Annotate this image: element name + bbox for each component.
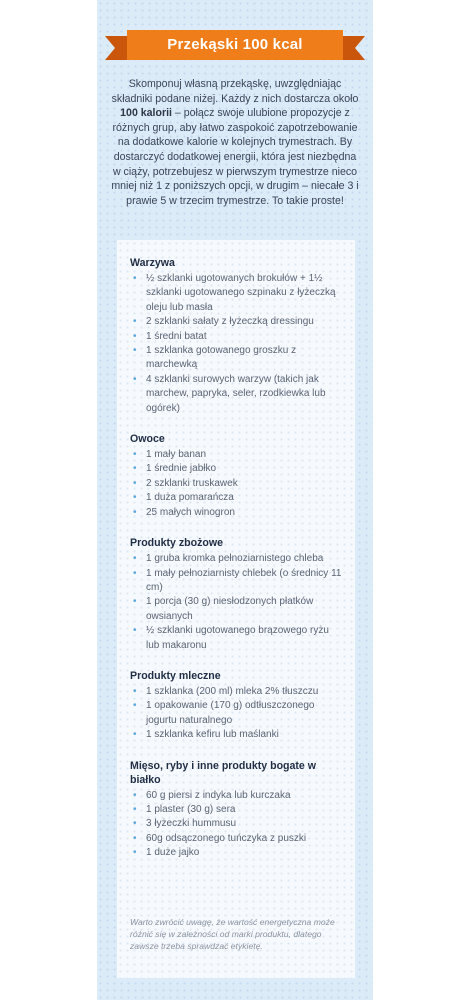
item-text: 1 porcja (30 g) niesłodzonych płatków owsianych xyxy=(146,596,314,622)
list-item xyxy=(130,506,344,520)
item-text: 2 szklanki truskawek xyxy=(146,477,238,489)
list-item xyxy=(130,567,344,596)
item-list xyxy=(130,272,344,416)
section-heading: Produkty zbożowe xyxy=(130,537,223,550)
intro-text-start: Skomponuj własną przekąskę, uwzględniając składniki podane niżej. Każdy z nich dostarcza około xyxy=(111,78,359,105)
list-item xyxy=(130,462,344,476)
list-item xyxy=(130,624,344,653)
food-group-section xyxy=(130,432,344,520)
food-group-section xyxy=(130,536,344,653)
bullet-icon: • xyxy=(133,273,137,284)
list-item xyxy=(130,728,344,742)
section-heading: Mięso, ryby i inne produkty bogate w białko xyxy=(130,759,317,786)
intro-highlight: 100 kalorii xyxy=(120,107,172,120)
intro-text-end: – połącz swoje ulubione propozycje z różnych grup, aby łatwo zaspokoić zapotrzebowanie na dodatkowe kalorie w kolejnych trymestrach. By dostarczyć dodatkowej energii, która jest niezbędna w ciąży, potrzebujesz w pierwszym trymestrze nieco mniej niż 1 z poniższych opcji, w drugim – niecałe 3 i prawie 5 w trzecim trymestrze. To takie proste! xyxy=(111,107,359,207)
list-item xyxy=(130,595,344,624)
item-text: 60 g piersi z indyka lub kurczaka xyxy=(146,789,291,801)
item-text: 1 opakowanie (170 g) odtłuszczonego jogurtu naturalnego xyxy=(146,700,315,726)
item-text: 4 szklanki surowych warzyw (takich jak marchew, papryka, seler, rzodkiewka lub ogórek) xyxy=(146,373,326,414)
page-title: Przekąski 100 kcal xyxy=(127,30,343,60)
list-item xyxy=(130,685,344,699)
bullet-icon: • xyxy=(133,700,137,712)
item-text: 25 małych winogron xyxy=(146,506,235,518)
section-heading: Produkty mleczne xyxy=(130,669,221,682)
list-item xyxy=(130,315,344,329)
snack-list-card xyxy=(117,240,355,978)
food-group-section xyxy=(130,669,344,743)
bullet-icon: • xyxy=(133,553,137,565)
item-list xyxy=(130,685,344,743)
bullet-icon: • xyxy=(133,685,137,697)
list-item xyxy=(130,477,344,491)
item-text: ½ szklanki ugotowanych brokułów + 1½ szklanki ugotowanego szpinaku z łyżeczką oleju lub masła xyxy=(146,273,336,313)
list-item xyxy=(130,803,344,817)
item-text: 1 średni batat xyxy=(146,330,207,342)
item-text: 1 mały banan xyxy=(146,449,207,461)
bullet-icon: • xyxy=(133,832,137,844)
title-banner xyxy=(97,30,373,64)
bullet-icon: • xyxy=(133,373,137,385)
bullet-icon: • xyxy=(133,818,137,830)
section-heading: Warzywa xyxy=(130,257,175,269)
list-item xyxy=(130,789,344,803)
list-item xyxy=(130,373,344,416)
item-list xyxy=(130,552,344,653)
bullet-icon: • xyxy=(133,789,137,801)
item-text: 1 duże jajko xyxy=(146,847,200,859)
item-text: 1 średnie jabłko xyxy=(146,463,217,475)
item-text: 1 szklanka gotowanego groszku z marchewką xyxy=(146,345,297,371)
list-item xyxy=(130,846,344,860)
bullet-icon: • xyxy=(133,345,137,357)
section-heading: Owoce xyxy=(130,433,165,446)
list-item xyxy=(130,817,344,831)
bullet-icon: • xyxy=(133,847,137,859)
item-text: 1 szklanka kefiru lub maślanki xyxy=(146,729,279,741)
bullet-icon: • xyxy=(133,729,137,741)
list-item xyxy=(130,344,344,373)
item-text: 1 mały pełnoziarnisty chlebek (o średnicy 11 cm) xyxy=(146,567,342,593)
bullet-icon: • xyxy=(133,506,137,518)
bullet-icon: • xyxy=(133,596,137,608)
item-text: ½ szklanki ugotowanego brązowego ryżu lub makaronu xyxy=(146,625,329,651)
bullet-icon: • xyxy=(133,449,137,461)
item-text: 2 szklanki sałaty z łyżeczką dressingu xyxy=(146,316,314,328)
bullet-icon: • xyxy=(133,803,137,815)
item-list xyxy=(130,789,344,861)
bullet-icon: • xyxy=(133,477,137,489)
sections-container xyxy=(130,256,344,877)
list-item xyxy=(130,552,344,566)
item-text: 1 gruba kromka pełnoziarnistego chleba xyxy=(146,553,324,565)
item-text: 3 łyżeczki hummusu xyxy=(146,818,237,830)
item-text: 60g odsączonego tuńczyka z puszki xyxy=(146,832,307,844)
item-text: 1 plaster (30 g) sera xyxy=(146,803,236,815)
item-text: 1 szklanka (200 ml) mleka 2% tłuszczu xyxy=(146,685,319,697)
bullet-icon: • xyxy=(133,316,137,328)
footnote: Warto zwrócić uwagę, że wartość energetyczna może różnić się w zależności od marki produktu, dlatego zawsze trzeba sprawdzać etykietę. xyxy=(130,917,335,951)
list-item xyxy=(130,491,344,505)
list-item xyxy=(130,699,344,728)
intro-paragraph xyxy=(111,77,359,208)
food-group-section xyxy=(130,256,344,416)
bullet-icon: • xyxy=(133,492,137,504)
item-text: 1 duża pomarańcza xyxy=(146,492,234,504)
food-group-section xyxy=(130,759,344,861)
list-item xyxy=(130,448,344,462)
bullet-icon: • xyxy=(133,330,137,342)
list-item xyxy=(130,330,344,344)
item-list xyxy=(130,448,344,520)
info-panel xyxy=(97,0,373,1000)
list-item xyxy=(130,832,344,846)
list-item xyxy=(130,272,344,315)
bullet-icon: • xyxy=(133,625,137,637)
bullet-icon: • xyxy=(133,567,137,579)
bullet-icon: • xyxy=(133,463,137,475)
